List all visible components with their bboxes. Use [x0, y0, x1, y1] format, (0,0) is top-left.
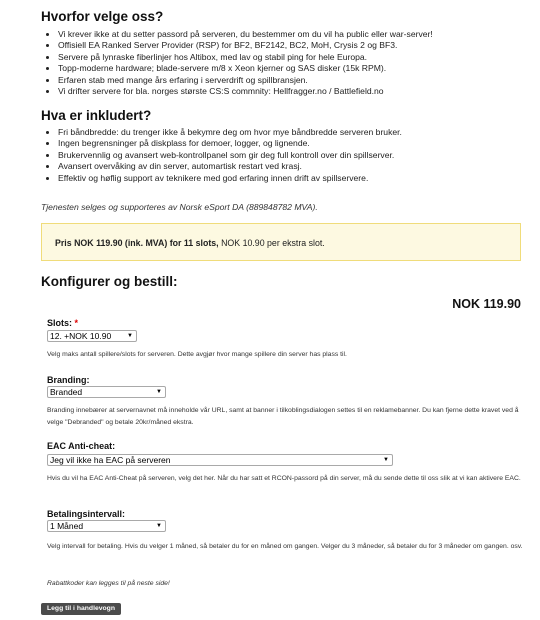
- list-item: • Fri båndbredde: du trenger ikke å bekymre deg om hvor mye båndbredde serveren bruker.: [58, 127, 402, 138]
- slots-select-value: 12. +NOK 10.90: [50, 331, 112, 341]
- branding-help: Branding innebærer at servernavnet må inneholde vår URL, samt at banner i tilkoblingsdialogen settes til en reklamebanner. Du kan fjerne dette kravet ved å velge "Debranded" og betale 20kr/måned ekstra.: [47, 407, 519, 426]
- price-bold: Pris NOK 119.90 (ink. MVA) for 11 slots,: [55, 238, 219, 248]
- list-item: • Brukervennlig og avansert web-kontrollpanel som gir deg full kontroll over din spillserver.: [58, 150, 402, 161]
- list-item: • Offisiell EA Ranked Server Provider (RSP) for BF2, BF2142, BC2, MoH, Crysis 2 og BF3.: [58, 40, 433, 51]
- chevron-down-icon: ▼: [156, 389, 162, 395]
- slots-select[interactable]: [47, 330, 137, 342]
- required-marker: *: [74, 318, 79, 328]
- branding-select-value: Branded: [50, 387, 83, 397]
- why-heading: Hvorfor velge oss?: [41, 9, 164, 24]
- tagline: Tjenesten selges og supporteres av Norsk eSport DA (889848782 MVA).: [41, 202, 318, 212]
- interval-label: Betalingsintervall:: [47, 509, 126, 519]
- configure-heading: Konfigurer og bestill:: [41, 274, 178, 289]
- eac-help: Hvis du vil ha EAC Anti-Cheat på serveren, velg det her. Når du har satt et RCON-passord på din server, må du sende dette til oss slik at vi kan aktivere EAC.: [47, 475, 521, 482]
- list-item: • Ingen begrensninger på diskplass for demoer, logger, og lignende.: [58, 138, 402, 149]
- total-price: NOK 119.90: [452, 297, 521, 311]
- price-text: [55, 238, 325, 248]
- price-rest: NOK 10.90 per ekstra slot.: [218, 238, 325, 248]
- list-item: • Vi drifter servere for bla. norges største CS:S commnity: Hellfragger.no / Battlefield.no: [58, 86, 433, 97]
- included-list: [41, 127, 402, 184]
- chevron-down-icon: ▼: [383, 457, 389, 463]
- slots-label: Slots: *: [47, 318, 79, 328]
- list-item: • Vi krever ikke at du setter passord på serveren, du bestemmer om du vil ha public eller war-server!: [58, 29, 433, 40]
- list-item: • Topp-moderne hardware; blade-servere m/8 x Xeon kjerner og SAS disker (15k RPM).: [58, 63, 433, 74]
- branding-select[interactable]: [47, 386, 166, 398]
- list-item: • Servere på lynraske fiberlinjer hos Altibox, med lav og stabil ping for hele Europa.: [58, 52, 433, 63]
- discount-note: Rabattkoder kan legges til på neste side!: [47, 580, 170, 587]
- interval-select-value: 1 Måned: [50, 521, 84, 531]
- why-list: [41, 29, 433, 97]
- interval-select[interactable]: [47, 520, 166, 532]
- eac-label: EAC Anti-cheat:: [47, 441, 116, 451]
- chevron-down-icon: ▼: [127, 333, 133, 339]
- branding-label: Branding:: [47, 375, 90, 385]
- list-item: • Effektiv og høflig support av teknikere med god erfaring innen drift av spillservere.: [58, 173, 402, 184]
- eac-select-value: Jeg vil ikke ha EAC på serveren: [50, 455, 171, 465]
- add-to-cart-button[interactable]: Legg til i handlevogn: [41, 603, 121, 615]
- eac-select[interactable]: [47, 454, 393, 466]
- list-item: • Erfaren stab med mange års erfaring i serverdrift og spillbransjen.: [58, 75, 433, 86]
- interval-help: Velg intervall for betaling. Hvis du velger 1 måned, så betaler du for en måned om gangen. Velger du 3 måneder, så betaler du for 3 måneder om gangen. osv.: [47, 543, 523, 550]
- included-heading: Hva er inkludert?: [41, 108, 152, 123]
- slots-help: Velg maks antall spillere/slots for serveren. Dette avgjør hvor mange spillere din server has plass til.: [47, 351, 347, 358]
- chevron-down-icon: ▼: [156, 523, 162, 529]
- list-item: • Avansert overvåking av din server, automartisk restart ved krasj.: [58, 161, 402, 172]
- price-box: [41, 223, 521, 261]
